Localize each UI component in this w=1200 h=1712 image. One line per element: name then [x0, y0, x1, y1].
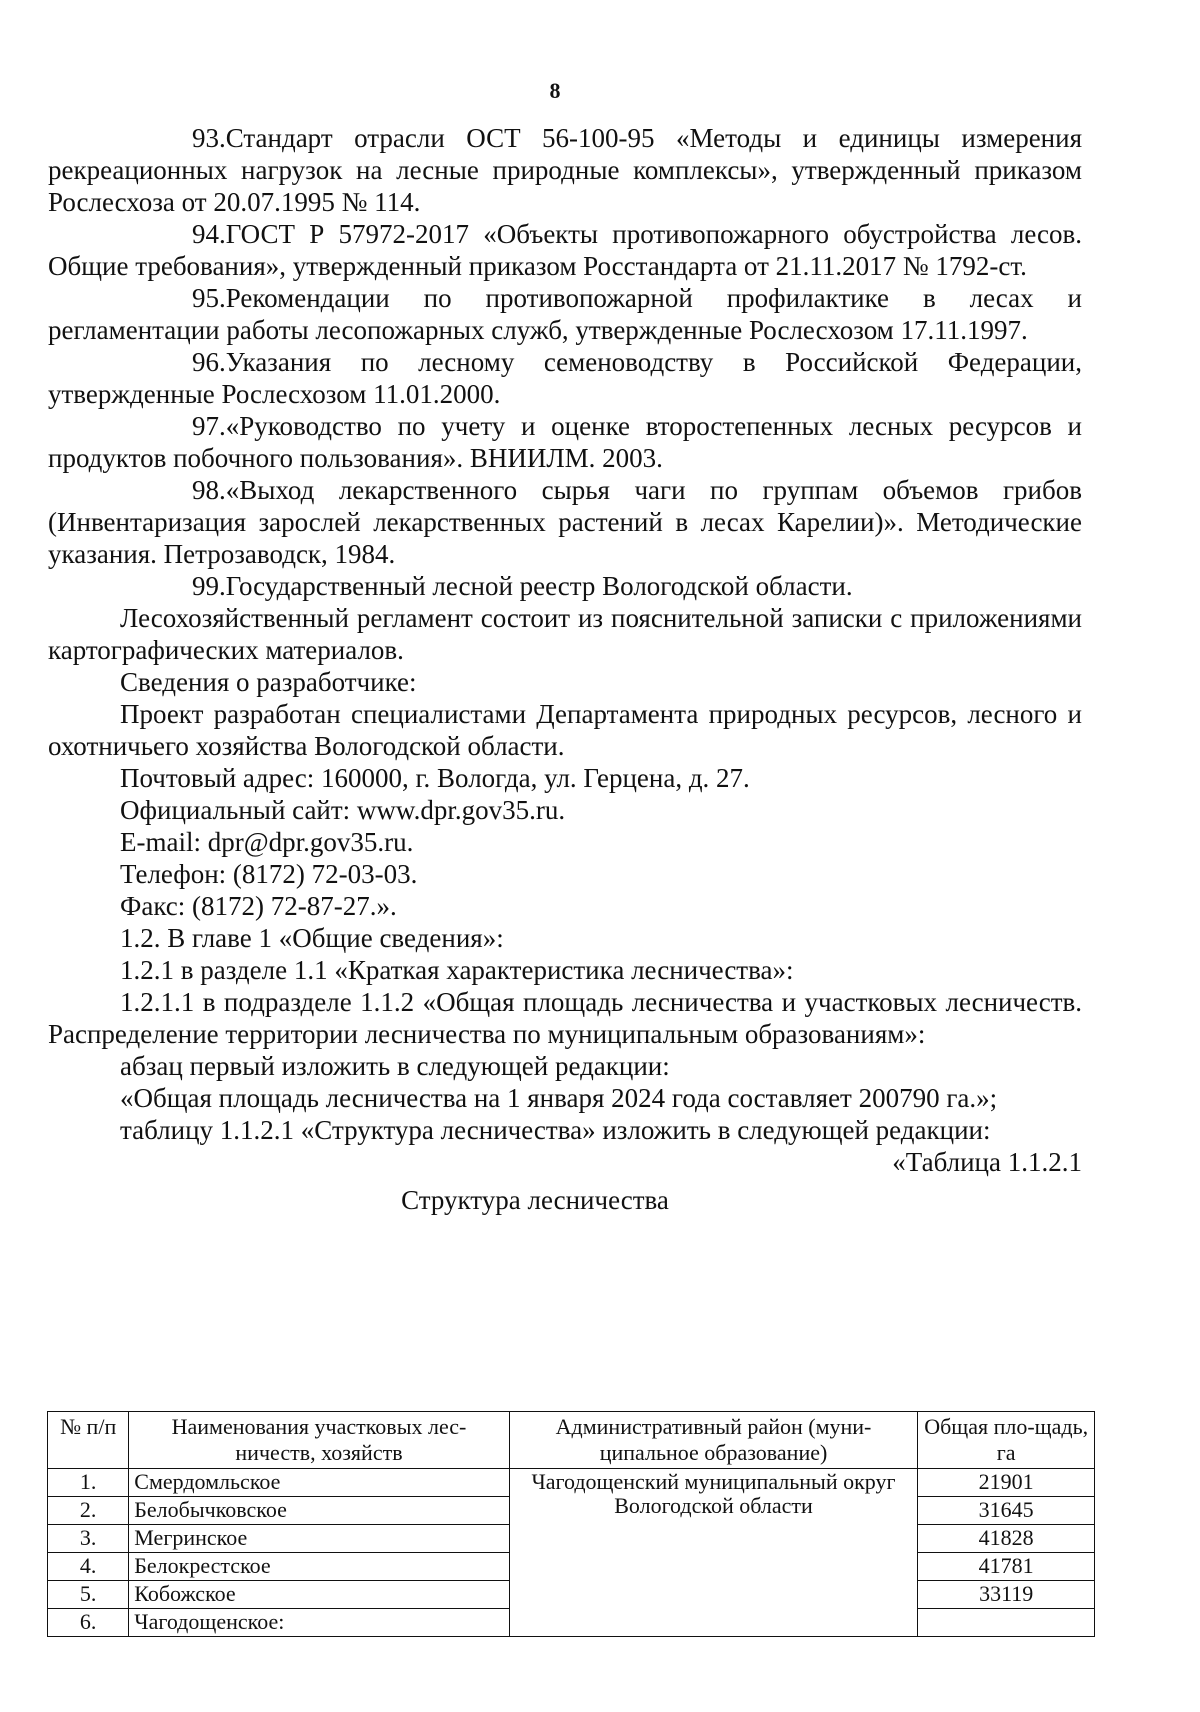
row-name: Белобычковское	[129, 1497, 509, 1525]
header-num: № п/п	[48, 1412, 129, 1469]
row-area: 33119	[918, 1581, 1095, 1609]
list-item-97	[48, 410, 1082, 474]
list-item-96	[48, 346, 1082, 410]
row-num: 2.	[48, 1497, 129, 1525]
header-area: Общая пло-щадь, га	[918, 1412, 1095, 1469]
developer-heading: Сведения о разработчике:	[120, 667, 417, 697]
email: E-mail: dpr@dpr.gov35.ru.	[120, 827, 414, 857]
list-item-94	[48, 218, 1082, 282]
row-name: Смердомльское	[129, 1469, 509, 1497]
row-num: 3.	[48, 1525, 129, 1553]
paragraph-instruction: абзац первый изложить в следующей редакции:	[120, 1051, 670, 1081]
row-num: 6.	[48, 1609, 129, 1637]
row-name: Чагодощенское:	[129, 1609, 509, 1637]
phone: Телефон: (8172) 72-03-03.	[120, 859, 418, 889]
list-item-text: «Руководство по учету и оценке второстепенных лесных ресурсов и продуктов побочного пользования». ВНИИЛМ. 2003.	[48, 411, 1082, 473]
list-item-text: Указания по лесному семеноводству в Российской Федерации, утвержденные Рослесхозом 11.01.2000.	[48, 347, 1082, 409]
row-name: Кобожское	[129, 1581, 509, 1609]
official-site: Официальный сайт: www.dpr.gov35.ru.	[120, 795, 566, 825]
list-item-number: 99.	[192, 571, 226, 601]
row-area: 31645	[918, 1497, 1095, 1525]
postal-address: Почтовый адрес: 160000, г. Вологда, ул. Герцена, д. 27.	[120, 763, 750, 793]
row-num: 1.	[48, 1469, 129, 1497]
list-item-text: Рекомендации по противопожарной профилактике в лесах и регламентации работы лесопожарных служб, утвержденные Рослесхозом 17.11.1997.	[48, 283, 1082, 345]
list-item-number: 96.	[192, 347, 226, 377]
section-1-2-1: 1.2.1 в разделе 1.1 «Краткая характеристика лесничества»:	[120, 955, 794, 985]
row-area: 41828	[918, 1525, 1095, 1553]
header-district: Административный район (муни-ципальное образование)	[509, 1412, 918, 1469]
list-item-number: 98.	[192, 475, 226, 505]
header-name: Наименования участковых лес-ничеств, хозяйств	[129, 1412, 509, 1469]
list-item-number: 97.	[192, 411, 226, 441]
structure-table	[47, 1411, 1095, 1637]
table-header-row	[48, 1412, 1095, 1469]
table-row	[48, 1469, 1095, 1497]
row-area: 21901	[918, 1469, 1095, 1497]
section-1-2: 1.2. В главе 1 «Общие сведения»:	[120, 923, 504, 953]
table-label: «Таблица 1.1.2.1	[892, 1147, 1082, 1177]
page-number: 8	[549, 78, 561, 103]
row-num: 4.	[48, 1553, 129, 1581]
list-item-99	[48, 570, 1082, 602]
list-item-93	[48, 122, 1082, 218]
list-item-95	[48, 282, 1082, 346]
list-item-number: 94.	[192, 219, 226, 249]
row-area	[918, 1609, 1095, 1637]
list-item-number: 93.	[192, 123, 226, 153]
list-item-text: ГОСТ Р 57972-2017 «Объекты противопожарного обустройства лесов. Общие требования», утвержденный приказом Росстандарта от 21.11.2017 № 1792-ст.	[48, 219, 1082, 281]
list-item-text: Государственный лесной реестр Вологодской области.	[225, 571, 853, 601]
total-area-text: «Общая площадь лесничества на 1 января 2024 года составляет 200790 га.»;	[120, 1083, 998, 1113]
fax: Факс: (8172) 72-87-27.».	[120, 891, 397, 921]
table-instruction: таблицу 1.1.2.1 «Структура лесничества» изложить в следующей редакции:	[120, 1115, 991, 1145]
list-item-98	[48, 474, 1082, 570]
row-name: Белокрестское	[129, 1553, 509, 1581]
document-body	[48, 122, 1082, 1216]
regulation-composition: Лесохозяйственный регламент состоит из пояснительной записки с приложениями картографических материалов.	[48, 603, 1082, 665]
developer-info: Проект разработан специалистами Департамента природных ресурсов, лесного и охотничьего хозяйства Вологодской области.	[48, 699, 1082, 761]
section-1-2-1-1: 1.2.1.1 в подразделе 1.1.2 «Общая площадь лесничества и участковых лесничеств. Распределение территории лесничества по муниципальным образованиям»:	[48, 987, 1082, 1049]
row-num: 5.	[48, 1581, 129, 1609]
row-name: Мегринское	[129, 1525, 509, 1553]
list-item-text: Стандарт отрасли ОСТ 56-100-95 «Методы и единицы измерения рекреационных нагрузок на лесные природные комплексы», утвержденный приказом Рослесхоза от 20.07.1995 № 114.	[48, 123, 1082, 217]
table-caption: Структура лесничества	[401, 1185, 669, 1215]
list-item-number: 95.	[192, 283, 226, 313]
list-item-text: «Выход лекарственного сырья чаги по группам объемов грибов (Инвентаризация зарослей лекарственных растений в лесах Карелии)». Методические указания. Петрозаводск, 1984.	[48, 475, 1082, 569]
district-cell: Чагодощенский муниципальный округ Вологодской области	[509, 1469, 918, 1637]
row-area: 41781	[918, 1553, 1095, 1581]
